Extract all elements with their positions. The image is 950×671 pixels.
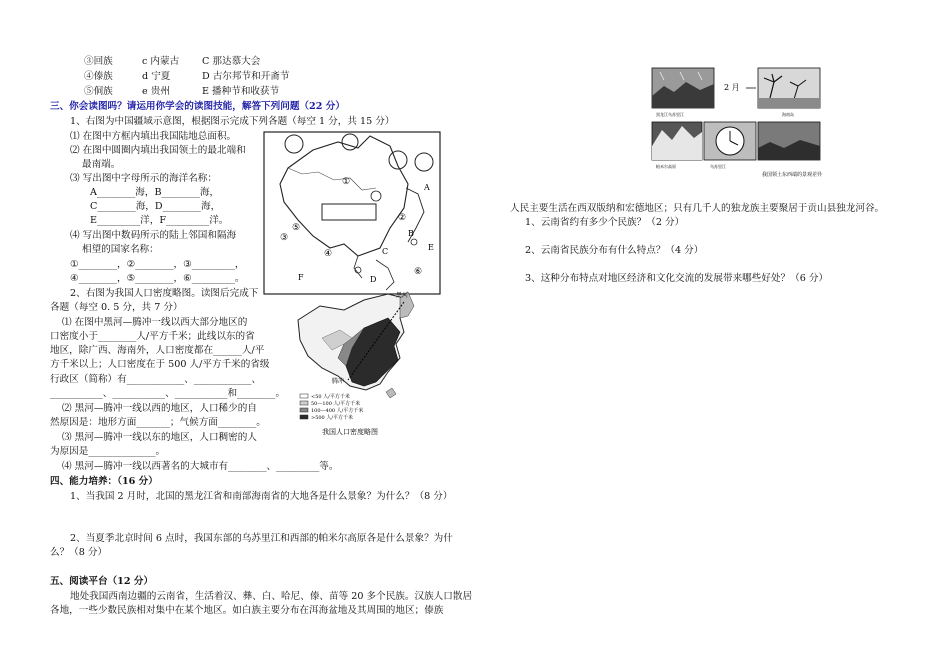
map1-label: ① xyxy=(342,177,351,187)
photo-small-label: 乌苏里江 xyxy=(710,164,726,169)
map1-label: ④ xyxy=(324,249,333,259)
q1-line: 相望的国家名称： xyxy=(82,244,159,255)
heihe-label: 黑河 xyxy=(396,292,409,299)
q2-line: 方千米以上；人口密度在于 500 人/平方千米的省级 xyxy=(50,359,270,370)
q1-line: A________海，B________海， xyxy=(90,187,220,198)
q1-line: E_________洋，F_________洋。 xyxy=(90,215,229,226)
match-right: C 那达慕大会 xyxy=(202,56,261,67)
photo-small-label: 帕米尔高原 xyxy=(656,164,676,169)
q1-line: ⑴ 在图中方框内填出我国陆地总面积。 xyxy=(70,131,237,142)
landscape-photo-figure xyxy=(650,66,822,182)
section3-heading: 三、你会读图吗？请运用你学会的读图技能，解答下列问题（22 分） xyxy=(50,101,345,112)
match-right: D 古尔邦节和开斋节 xyxy=(202,71,290,82)
match-left: ③回族 xyxy=(84,56,113,67)
q1-line: ⑷ 写出图中数码所示的陆上邻国和隔海 xyxy=(70,230,237,241)
q2-line: 口密度小于________人/平方千米；此线以东的省 xyxy=(50,331,255,342)
match-mid: e 贵州 xyxy=(142,86,170,97)
match-left: ④傣族 xyxy=(84,71,113,82)
q2-line: 为原因是______________。 xyxy=(50,446,166,457)
legend-item: 50—100 人/平方千米 xyxy=(311,401,361,407)
q2-line: ⑷ 黑河—腾冲一线以西著名的大城市有________、_________等。 xyxy=(62,461,339,472)
q2-line: 地区，除广西、海南外，人口密度都在______人/平 xyxy=(50,345,265,356)
reading-continuation: 人民主要生活在西双版纳和宏德地区；只有几千人的独龙族主要聚居于贡山县独龙河谷。 xyxy=(510,203,885,214)
map1-label: D xyxy=(370,275,377,284)
section4-q2-cont: 么？（8 分） xyxy=(50,547,108,558)
q1-line: C________海，D________海， xyxy=(90,201,221,212)
map1-label: F xyxy=(298,273,304,282)
section4-q2: 2、当夏季北京时间 6 点时，我国东部的乌苏里江和西部的帕米尔高原各是什么景象？为什 xyxy=(70,533,453,544)
q1-line: ④________，⑤________，⑥_________。 xyxy=(70,273,245,284)
legend-item: <50 人/平方千米 xyxy=(311,394,350,400)
photo-caption: 我国领土东西端的景观差异 xyxy=(762,172,822,178)
map1-label: A xyxy=(424,183,430,192)
q2-line: ⑵ 黑河—腾冲一线以西的地区，人口稀少的自 xyxy=(62,403,257,414)
legend-item: 100—400 人/平方千米 xyxy=(311,408,364,414)
match-mid: d 宁夏 xyxy=(142,71,171,82)
q2-line: ⑴ 在图中黑河—腾冲一线以西大部分地区的 xyxy=(62,317,248,328)
match-row xyxy=(84,84,279,99)
q2-line: 然原因是：地形方面_______；气候方面________。 xyxy=(50,417,266,428)
q2-line: 行政区（简称）有____________、____________、 xyxy=(50,374,262,385)
q2-line: 各题（每空 0. 5 分，共 7 分） xyxy=(50,302,183,313)
tengchong-label: 腾冲 xyxy=(332,378,345,385)
reading-question: 2、云南省民族分布有什么特点？（4 分） xyxy=(525,245,704,256)
legend-item: >500 人/平方千米 xyxy=(311,415,354,421)
q1-line: 1、右图为中国疆域示意图，根据图示完成下列各题（每空 1 分，共 15 分） xyxy=(70,116,395,127)
china-territory-map xyxy=(258,128,444,298)
photo-small-label: 黑龙江乌苏里江 xyxy=(656,112,684,117)
population-density-map xyxy=(292,288,442,440)
q2-line: 2、右图为我国人口密度略图。读图后完成下 xyxy=(70,288,259,299)
reading-question: 3、这种分布特点对地区经济和文化交流的发展带来哪些好处？（6 分） xyxy=(525,273,829,284)
q2-line: ___________、___________、___________和________。 xyxy=(50,388,286,399)
match-right: E 播种节和收获节 xyxy=(202,86,280,97)
photo-small-label: 海南岛 xyxy=(782,112,794,117)
month-label: 2 月 xyxy=(724,83,740,92)
reading-paragraph-line: 地处我国西南边疆的云南省，生活着汉、彝、白、哈尼、傣、苗等 20 多个民族。汉族人口散居 xyxy=(70,591,473,602)
section5-heading: 五、阅读平台（12 分） xyxy=(50,576,154,587)
map1-label: ② xyxy=(398,213,407,223)
section4-heading: 四、能力培养：（16 分） xyxy=(50,476,158,487)
section4-q1: 1、当我国 2 月时，北国的黑龙江省和南部海南省的大地各是什么景象？为什么？（8 分） xyxy=(70,491,453,502)
map1-label: ③ xyxy=(280,233,289,243)
q1-line: ⑵ 在图中圆圈内填出我国领土的最北端和 xyxy=(70,145,246,156)
match-mid: c 内蒙古 xyxy=(142,56,180,67)
reading-paragraph-line: 各地，一些少数民族相对集中在某个地区。如白族主要分布在洱海盆地及其周围的地区；傣族 xyxy=(50,605,444,616)
match-row xyxy=(84,69,290,84)
map1-label: E xyxy=(428,243,434,252)
q2-line: ⑶ 黑河—腾冲一线以东的地区，人口稠密的人 xyxy=(62,432,257,443)
map1-label: B xyxy=(408,229,414,238)
q1-line: ①________，②________，③_________， xyxy=(70,259,245,270)
reading-question: 1、云南省约有多少个民族？（2 分） xyxy=(525,217,685,228)
map1-label: ⑤ xyxy=(292,223,301,233)
q1-line: 最南端。 xyxy=(82,159,121,170)
match-row xyxy=(84,54,260,69)
map2-caption: 我国人口密度略图 xyxy=(322,428,378,436)
map1-label: ⑥ xyxy=(414,267,423,277)
map1-label: C xyxy=(382,247,389,256)
q1-line: ⑶ 写出图中字母所示的海洋名称： xyxy=(70,173,217,184)
match-left: ⑤侗族 xyxy=(84,86,113,97)
